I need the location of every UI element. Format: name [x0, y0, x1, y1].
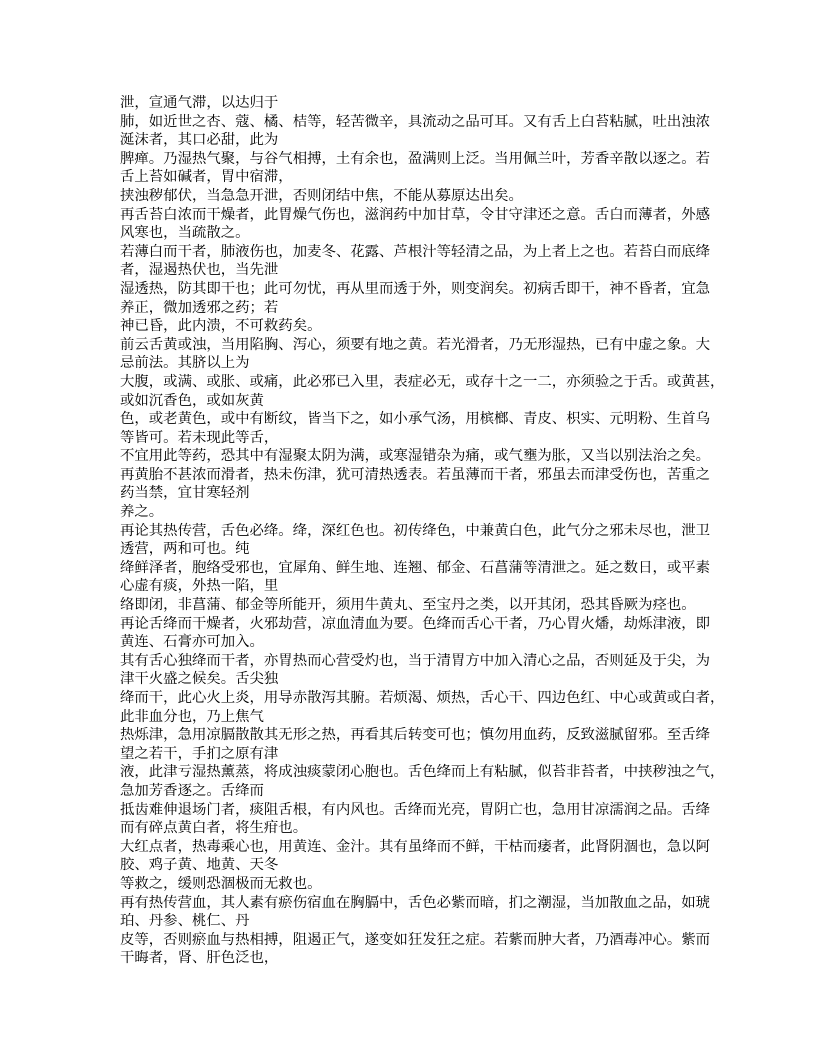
- text-line: 前云舌黄或浊，当用陷胸、泻心，须要有地之黄。若光滑者，乃无形湿热，已有中虚之象。大: [120, 336, 711, 353]
- text-line: 再舌苔白浓而干燥者，此胃燥气伤也，滋润药中加甘草，令甘守津还之意。舌白而薄者，外感: [120, 206, 711, 223]
- text-line: 者，湿遏热伏也，当先泄: [120, 262, 279, 279]
- text-line: 养之。: [120, 504, 164, 521]
- text-line: 等救之，缓则恐涸极而无救也。: [120, 875, 322, 892]
- text-line: 抵齿难伸退场门者，痰阻舌根，有内风也。舌绛而光亮，胃阴亡也，急用甘凉濡润之品。舌绛: [120, 801, 711, 818]
- text-line: 透营，两和可也。纯: [120, 541, 250, 558]
- text-line: 泄，宣通气滞，以达归于: [120, 95, 279, 111]
- text-line: 干晦者，肾、肝色泛也，: [120, 950, 279, 967]
- text-line: 肺，如近世之杏、蔻、橘、桔等，轻苦微辛，具流动之品可耳。又有舌上白苔粘腻，吐出浊浓: [120, 113, 711, 130]
- text-line: 再论其热传营，舌色必绛。绛，深红色也。初传绛色，中兼黄白色，此气分之邪未尽也，泄卫: [120, 522, 711, 539]
- text-line: 急加芳香逐之。舌绛而: [120, 782, 264, 799]
- text-line: 色，或老黄色，或中有断纹，皆当下之，如小承气汤，用槟榔、青皮、枳实、元明粉、生首乌: [120, 411, 711, 428]
- text-line: 络即闭，非菖蒲、郁金等所能开，须用牛黄丸、至宝丹之类，以开其闭，恐其昏厥为痉也。: [120, 597, 696, 614]
- text-line: 等皆可。若未现此等舌，: [120, 429, 279, 446]
- text-line: 或如沉香色，或如灰黄: [120, 392, 264, 409]
- text-line: 不宜用此等药，恐其中有湿聚太阴为满，或寒湿错杂为痛，或气壅为胀，又当以别法治之矣。: [120, 448, 711, 465]
- text-line: 脾瘅。乃湿热气聚，与谷气相搏，土有余也，盈满则上泛。当用佩兰叶，芳香辛散以逐之。若: [120, 150, 711, 167]
- text-line: 若薄白而干者，肺液伤也，加麦冬、花露、芦根汁等轻清之品，为上者上之也。若苔白而底绛: [120, 243, 711, 260]
- text-line: 而有碎点黄白者，将生疳也。: [120, 820, 308, 837]
- text-line: 黄连、石膏亦可加入。: [120, 634, 264, 651]
- text-line: 忌前法。其脐以上为: [120, 355, 250, 372]
- text-line: 此非血分也，乃上焦气: [120, 708, 264, 725]
- text-line: 大红点者，热毒乘心也，用黄连、金汁。其有虽绛而不鲜，干枯而痿者，此肾阴涸也，急以阿: [120, 838, 711, 855]
- text-line: 大腹，或满、或胀、或痛，此必邪已入里，表症必无，或存十之一二，亦须验之于舌。或黄甚，: [120, 373, 725, 390]
- text-line: 津干火盛之候矣。舌尖独: [120, 671, 279, 688]
- text-line: 神已昏，此内溃，不可救药矣。: [120, 318, 322, 335]
- text-line: 挟浊秽郁伏，当急急开泄，否则闭结中焦，不能从募原达出矣。: [120, 187, 523, 204]
- text-line: 望之若干，手扪之原有津: [120, 745, 279, 762]
- text-line: 绛而干，此心火上炎，用导赤散泻其腑。若烦渴、烦热，舌心干、四边色红、中心或黄或白者，: [120, 690, 725, 706]
- text-line: 心虚有痰，外热一陷，里: [120, 578, 279, 595]
- text-line: 皮等，否则瘀血与热相搏，阻遏正气，遂变如狂发狂之症。若紫而肿大者，乃酒毒冲心。紫而: [120, 931, 711, 948]
- text-line: 其有舌心独绛而干者，亦胃热而心营受灼也，当于清胃方中加入清心之品，否则延及于尖，为: [120, 652, 711, 669]
- text-line: 风寒也，当疏散之。: [120, 225, 250, 242]
- text-line: 再论舌绛而干燥者，火邪劫营，凉血清血为要。色绛而舌心干者，乃心胃火燔，劫烁津液，即: [120, 615, 711, 632]
- text-line: 胶、鸡子黄、地黄、天冬: [120, 857, 279, 874]
- text-line: 涎沫者，其口必甜，此为: [120, 132, 279, 149]
- text-line: 珀、丹参、桃仁、丹: [120, 913, 250, 930]
- text-line: 绛鲜泽者，胞络受邪也，宜犀角、鲜生地、连翘、郁金、石菖蒲等清泄之。延之数日，或平素: [120, 559, 711, 576]
- text-line: 舌上苔如碱者，胃中宿滞，: [120, 169, 293, 186]
- text-line: 热烁津，急用凉膈散散其无形之热，再看其后转变可也；慎勿用血药，反致滋腻留邪。至舌绛: [120, 727, 711, 744]
- text-line: 湿透热，防其即干也；此可勿忧，再从里而透于外，则变润矣。初病舌即干，神不昏者，宜急: [120, 280, 711, 297]
- text-line: 再黄胎不甚浓而滑者，热未伤津，犹可清热透表。若虽薄而干者，邪虽去而津受伤也，苦重之: [120, 466, 711, 483]
- text-line: 养正，微加透邪之药；若: [120, 299, 279, 316]
- text-line: 液，此津亏湿热薰蒸，将成浊痰蒙闭心胞也。舌色绛而上有粘腻，似苔非苔者，中挟秽浊之气，: [120, 764, 725, 781]
- document-page: [120, 94, 725, 968]
- text-line: 药当禁，宜甘寒轻剂: [120, 485, 250, 502]
- text-line: 再有热传营血，其人素有瘀伤宿血在胸膈中，舌色必紫而暗，扪之潮湿，当加散血之品，如琥: [120, 894, 711, 911]
